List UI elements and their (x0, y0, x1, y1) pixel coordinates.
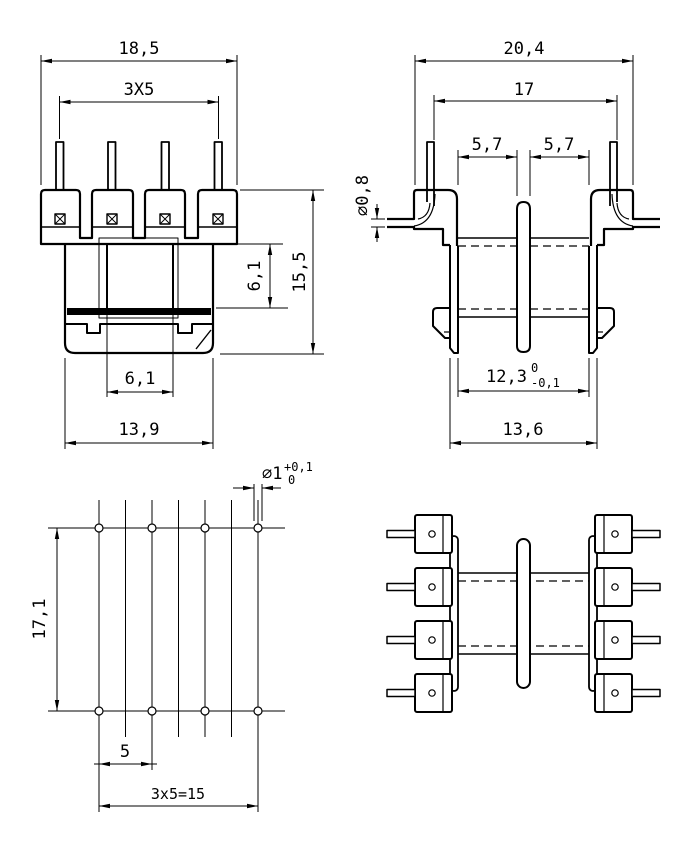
dim-tolerance-upper: 0 (531, 361, 539, 375)
side-left-wing (433, 308, 450, 338)
dim-side-gap-right (530, 135, 589, 196)
bottom-right-rail (589, 536, 597, 691)
dim-label: 3X5 (123, 80, 155, 100)
dim-front-window-width (107, 369, 173, 392)
bottom-center-rib (517, 539, 530, 688)
front-core-window (99, 238, 178, 318)
front-view (41, 39, 324, 449)
dim-label: ∅0,8 (353, 175, 373, 216)
side-view (353, 39, 660, 449)
dim-label: 6,1 (124, 369, 156, 389)
dim-label: 5 (119, 742, 131, 762)
side-right-vertical-pin (610, 142, 617, 206)
dim-front-pin-pitch (60, 80, 219, 139)
side-winding-hidden-edges (458, 246, 589, 309)
front-base-top-edge (65, 324, 213, 333)
front-winding-window-lines (107, 244, 173, 308)
dim-label: 3x5=15 (150, 785, 206, 803)
side-winding-solid-edges (458, 238, 589, 317)
dim-footprint-pitch (94, 742, 157, 764)
side-right-wing (597, 308, 614, 338)
dim-label: 17,1 (30, 598, 50, 640)
dim-footprint-total (99, 785, 258, 806)
dim-label: 15,5 (290, 251, 310, 293)
dim-tolerance-lower: 0 (288, 473, 296, 487)
dim-footprint-hole-diameter (233, 460, 313, 521)
dim-label: ∅1 (262, 464, 283, 484)
footprint-row-centerlines (48, 528, 285, 711)
dim-footprint-row-spacing (30, 528, 57, 711)
dim-side-pin-span (434, 80, 617, 140)
dim-side-pin-diameter (353, 175, 385, 242)
dim-label: 6,1 (245, 260, 265, 292)
footprint-grid-lines (99, 500, 258, 812)
side-left-vertical-pin (427, 142, 434, 206)
side-left-pin-bend-arcs (414, 194, 435, 226)
dim-label: 5,7 (471, 135, 503, 155)
dim-tolerance-lower: -0,1 (531, 376, 560, 390)
dim-label: 17 (513, 80, 535, 100)
front-upper-body-outline (41, 190, 237, 244)
dim-tolerance-upper: +0,1 (284, 460, 313, 474)
pin-layout-view (30, 460, 313, 812)
dim-front-overall-height (220, 190, 324, 354)
side-center-rib (517, 202, 530, 352)
dim-label: 13,9 (118, 420, 160, 440)
bottom-view (387, 515, 660, 712)
dim-side-gap-left (458, 135, 517, 196)
front-chamfer-line (196, 330, 211, 349)
front-top-pins (56, 142, 222, 190)
dim-side-overall-width (415, 39, 633, 185)
dim-label: 20,4 (503, 39, 545, 59)
side-right-rail (589, 245, 597, 353)
side-right-pin-bend-arcs (612, 194, 633, 226)
dim-side-core-width (458, 358, 589, 397)
bottom-left-rail (450, 536, 458, 691)
front-lower-body-outline (65, 244, 213, 353)
dim-label: 18,5 (118, 39, 160, 59)
front-flange-plate (67, 308, 211, 315)
dim-front-window-height (216, 244, 288, 308)
side-left-block-bottom (387, 227, 450, 245)
side-right-block-bottom (597, 227, 660, 245)
dim-label: 12,3 (486, 367, 527, 387)
side-left-rail (450, 245, 458, 353)
dim-label: 5,7 (543, 135, 575, 155)
dim-front-overall-width (41, 39, 237, 185)
dim-label: 13,6 (502, 420, 544, 440)
